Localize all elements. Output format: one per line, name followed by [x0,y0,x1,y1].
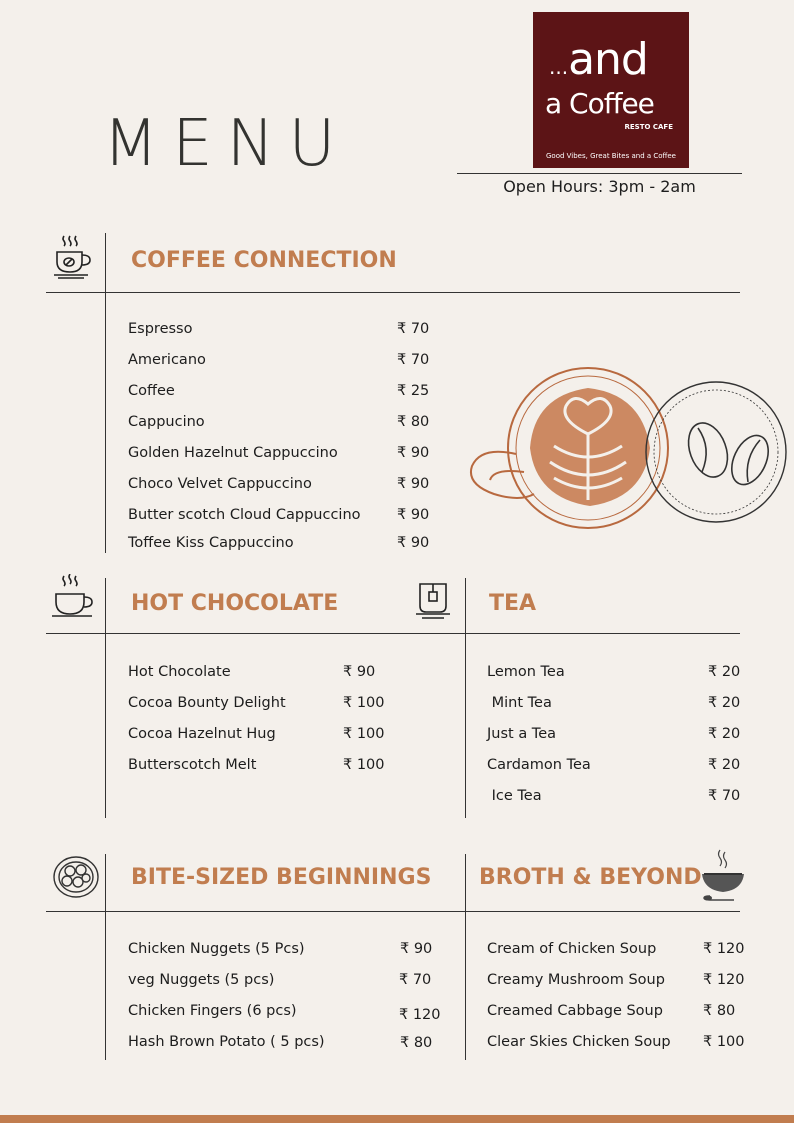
section-title-tea: TEA [489,591,537,616]
list-item: Cocoa Hazelnut Hug [128,726,276,742]
item-price: ₹ 20 [708,695,741,711]
list-item: Cardamon Tea [487,757,591,773]
item-price: ₹ 120 [399,1007,441,1023]
list-item: Clear Skies Chicken Soup [487,1034,671,1050]
list-item: Chicken Fingers (6 pcs) [128,1003,297,1019]
bites-broth-horizontal-divider [46,911,740,912]
tea-vertical-divider [465,578,466,818]
logo-tagline: Good Vibes, Great Bites and a Coffee [546,152,676,160]
item-price: ₹ 100 [343,726,385,742]
broth-vertical-divider [465,854,466,1060]
item-price: ₹ 20 [708,664,741,680]
list-item: Hot Chocolate [128,664,231,680]
tea-cup-icon [414,580,454,620]
item-price: ₹ 80 [400,1035,433,1051]
open-hours: Open Hours: 3pm - 2am [503,177,696,196]
item-price: ₹ 90 [400,941,433,957]
footer-bar [0,1115,794,1123]
coffee-cup-icon [52,234,94,280]
section-title-hot-chocolate: HOT CHOCOLATE [131,591,339,616]
list-item: Americano [128,352,206,368]
item-price: ₹ 90 [397,535,430,551]
section-title-bites: BITE-SIZED BEGINNINGS [131,865,432,890]
logo-subtitle: RESTO CAFE [624,123,673,131]
coffee-vertical-divider [105,233,106,553]
list-item: Just a Tea [487,726,557,742]
item-price: ₹ 100 [703,1034,745,1050]
hours-divider [457,173,742,174]
item-price: ₹ 90 [343,664,376,680]
logo-line2: a Coffee [545,87,654,120]
list-item: Creamed Cabbage Soup [487,1003,663,1019]
nuggets-plate-icon [52,855,100,899]
latte-art-illustration [468,364,794,540]
item-price: ₹ 90 [397,445,430,461]
item-price: ₹ 20 [708,726,741,742]
list-item: Cream of Chicken Soup [487,941,657,957]
item-price: ₹ 70 [397,352,430,368]
cafe-logo [533,12,689,168]
list-item: Coffee [128,383,175,399]
list-item: Cappucino [128,414,205,430]
logo-line1 [549,34,648,85]
item-price: ₹ 120 [703,972,745,988]
coffee-horizontal-divider [46,292,740,293]
item-price: ₹ 70 [708,788,741,804]
list-item: Espresso [128,321,193,337]
list-item: Ice Tea [487,788,542,804]
list-item: veg Nuggets (5 pcs) [128,972,275,988]
item-price: ₹ 90 [397,507,430,523]
section-title-broth: BROTH & BEYOND [479,865,702,890]
item-price: ₹ 25 [397,383,430,399]
list-item: Chicken Nuggets (5 Pcs) [128,941,305,957]
hot-chocolate-vertical-divider [105,578,106,818]
item-price: ₹ 70 [397,321,430,337]
item-price: ₹ 70 [399,972,432,988]
list-item: Hash Brown Potato ( 5 pcs) [128,1034,325,1050]
list-item: Butter scotch Cloud Cappuccino [128,507,361,523]
item-price: ₹ 100 [343,695,385,711]
logo-and: and [568,34,648,85]
page-title: MENU [103,107,350,181]
list-item: Creamy Mushroom Soup [487,972,665,988]
list-item: Choco Velvet Cappuccino [128,476,312,492]
hot-cup-icon [52,574,96,620]
list-item: Toffee Kiss Cappuccino [128,535,294,551]
item-price: ₹ 20 [708,757,741,773]
item-price: ₹ 90 [397,476,430,492]
list-item: Butterscotch Melt [128,757,257,773]
item-price: ₹ 100 [343,757,385,773]
list-item: Lemon Tea [487,664,565,680]
item-price: ₹ 80 [397,414,430,430]
list-item: Mint Tea [487,695,552,711]
item-price: ₹ 80 [703,1003,736,1019]
logo-dots: ... [549,55,569,79]
list-item: Golden Hazelnut Cappuccino [128,445,338,461]
soup-bowl-icon [700,848,746,904]
hot-chocolate-tea-horizontal-divider [46,633,740,634]
bites-vertical-divider [105,854,106,1060]
list-item: Cocoa Bounty Delight [128,695,286,711]
section-title-coffee: COFFEE CONNECTION [131,248,397,273]
item-price: ₹ 120 [703,941,745,957]
